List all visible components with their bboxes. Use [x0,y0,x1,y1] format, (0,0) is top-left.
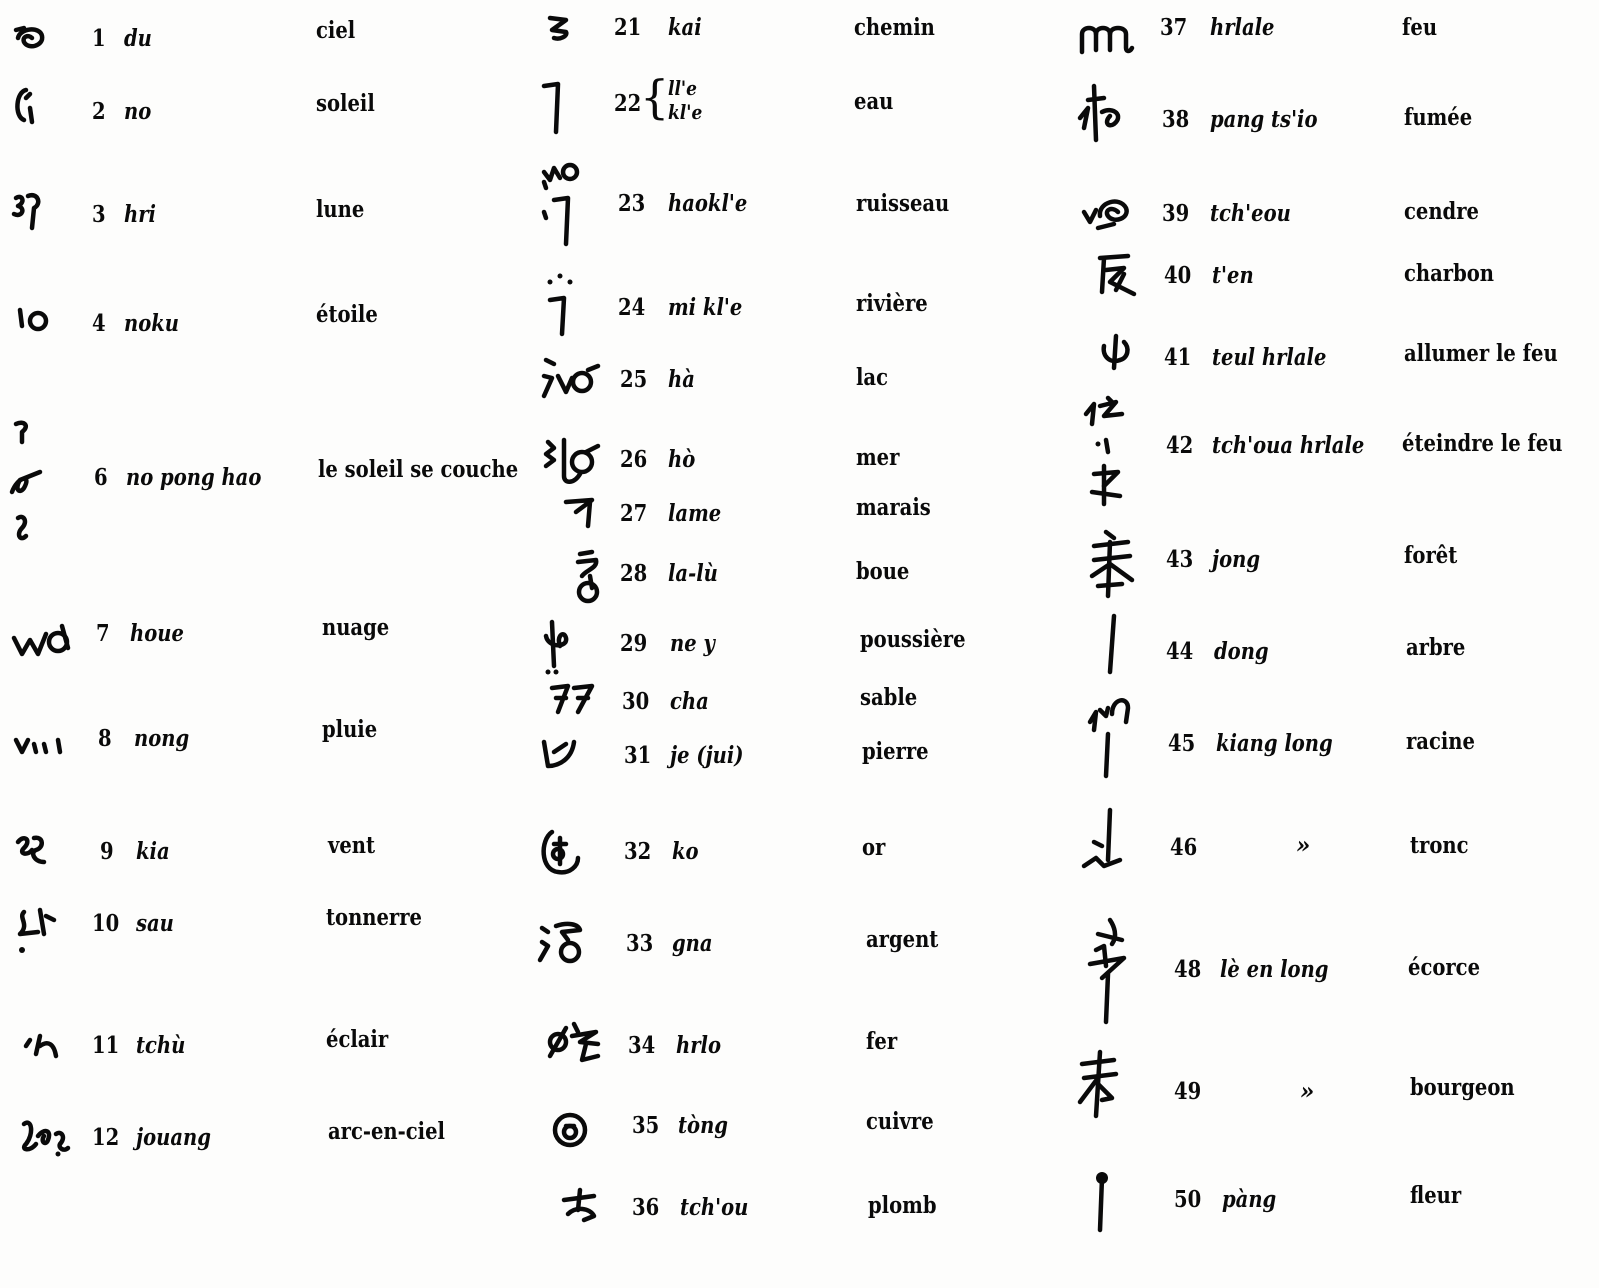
entry-meaning: chemin [854,14,935,41]
entry-term: kiang long [1216,730,1333,757]
entry-term: nong [134,725,190,752]
entry-number: 9 [100,838,114,865]
entry-term-ditto: » [1296,832,1311,859]
entry-number: 42 [1166,432,1194,459]
entry-meaning: arbre [1406,634,1466,661]
entry-meaning: or [862,834,886,861]
entry-meaning: argent [866,926,939,953]
entry-number: 34 [628,1032,656,1059]
sunset-glyph [10,418,46,542]
entry-meaning: vent [328,832,376,859]
entry-term: je (jui) [670,742,744,769]
sand-glyph [548,680,604,718]
entry-meaning: rivière [856,290,928,317]
entry-term: la-lù [668,560,718,587]
entry-term: lè en long [1220,956,1329,983]
entry-meaning: tonnerre [326,904,422,931]
entry-meaning: éteindre le feu [1402,430,1563,457]
entry-meaning: cendre [1404,198,1479,225]
entry-meaning: fleur [1410,1182,1462,1209]
lake-glyph [540,354,602,404]
entry-number: 41 [1164,344,1192,371]
entry-meaning: racine [1406,728,1475,755]
charcoal-glyph [1094,250,1144,298]
entry-term: t'en [1212,262,1254,289]
entry-meaning: feu [1402,14,1438,41]
copper-glyph [552,1110,590,1150]
light-fire-glyph [1098,332,1134,372]
sky-glyph [14,24,50,54]
entry-meaning: fumée [1404,104,1473,131]
water-glyph [540,80,564,136]
entry-meaning: marais [856,494,931,521]
entry-meaning: allumer le feu [1404,340,1558,367]
entry-term: cha [670,688,709,715]
root-glyph [1086,692,1138,780]
entry-term: dong [1214,638,1269,665]
entry-number: 2 [92,98,106,125]
entry-meaning: pierre [862,738,929,765]
entry-term: du [124,25,152,52]
entry-number: 7 [96,620,110,647]
entry-term: hò [668,446,696,473]
stone-glyph [540,736,580,770]
entry-number: 30 [622,688,650,715]
entry-meaning: nuage [322,614,390,641]
entry-number: 36 [632,1194,660,1221]
entry-term: pàng [1222,1186,1277,1213]
entry-term: gna [672,930,713,957]
trunk-glyph [1080,806,1130,874]
entry-meaning: tronc [1410,832,1469,859]
rain-glyph [14,734,66,756]
entry-term: ko [672,838,699,865]
entry-term: mi kl'e [668,294,743,321]
entry-number: 25 [620,366,648,393]
entry-term: teul hrlale [1212,344,1327,371]
entry-term: lame [668,500,722,527]
thunder-glyph [16,906,58,956]
sea-glyph [542,436,604,488]
entry-term: kai [668,14,702,41]
entry-meaning: fer [866,1028,898,1055]
wind-glyph [14,832,48,868]
entry-number: 23 [618,190,646,217]
entry-number: 48 [1174,956,1202,983]
ash-glyph [1080,192,1136,234]
entry-term: no pong hao [126,464,262,491]
entry-term-line-1: ll'e [668,76,697,100]
entry-meaning: pluie [322,716,378,743]
entry-number: 38 [1162,106,1190,133]
sun-glyph [12,86,42,126]
silver-glyph [538,918,590,968]
entry-meaning: charbon [1404,260,1495,287]
entry-term: hrlale [1210,14,1275,41]
entry-number: 46 [1170,834,1198,861]
entry-term: kia [136,838,170,865]
entry-number: 8 [98,725,112,752]
entry-meaning: bourgeon [1410,1074,1515,1101]
entry-number: 44 [1166,638,1194,665]
entry-meaning: eau [854,88,894,115]
entry-meaning: plomb [868,1192,937,1219]
fire-glyph [1078,20,1138,56]
entry-number: 33 [626,930,654,957]
entry-number: 11 [92,1032,120,1059]
bark-glyph [1086,916,1132,1026]
entry-number: 49 [1174,1078,1202,1105]
bud-glyph [1074,1048,1126,1120]
entry-meaning: lac [856,364,889,391]
entry-meaning: écorce [1408,954,1481,981]
entry-term: tch'ou [680,1194,749,1221]
entry-term: noku [124,310,180,337]
path-glyph [546,14,572,42]
moon-glyph [12,190,44,232]
entry-number: 24 [618,294,646,321]
gold-glyph [538,826,584,878]
entry-meaning: forêt [1404,542,1458,569]
entry-term-line-2: kl'e [668,100,703,124]
entry-term: sau [136,910,174,937]
entry-meaning: éclair [326,1026,389,1053]
entry-term: haokl'e [668,190,748,217]
entry-term: hà [668,366,695,393]
entry-term: tòng [678,1112,728,1139]
flower-glyph [1090,1168,1116,1234]
entry-term: hri [124,201,156,228]
entry-number: 35 [632,1112,660,1139]
lead-glyph [560,1186,600,1224]
entry-number: 1 [92,25,106,52]
entry-meaning: le soleil se couche [318,456,519,483]
entry-number: 40 [1164,262,1192,289]
entry-term: tch'eou [1210,200,1291,227]
entry-term: pang ts'io [1210,106,1318,133]
entry-number: 32 [624,838,652,865]
entry-meaning: étoile [316,301,378,328]
entry-meaning: poussière [860,626,966,653]
river-glyph [544,270,576,338]
entry-number: 6 [94,464,108,491]
entry-term: jouang [136,1124,211,1151]
entry-number: 29 [620,630,648,657]
entry-meaning: sable [860,684,918,711]
entry-number: 22 [614,90,642,117]
entry-number: 27 [620,500,648,527]
entry-term-ditto: » [1300,1078,1315,1105]
entry-meaning: cuivre [866,1108,934,1135]
stream-glyph [540,160,584,246]
entry-number: 43 [1166,546,1194,573]
entry-number: 37 [1160,14,1188,41]
entry-number: 10 [92,910,120,937]
entry-number: 12 [92,1124,120,1151]
entry-term: no [124,98,152,125]
entry-meaning: arc-en-ciel [328,1118,445,1145]
rainbow-glyph [18,1114,76,1158]
entry-term: jong [1212,546,1260,573]
star-glyph [16,306,50,336]
lightning-glyph [22,1032,62,1060]
entry-term: tchù [136,1032,186,1059]
term-brace: { [640,70,670,124]
entry-number: 3 [92,201,106,228]
iron-glyph [544,1018,604,1064]
tree-glyph [1100,612,1124,676]
entry-meaning: ciel [316,17,356,44]
entry-meaning: mer [856,444,900,471]
mud-glyph [572,548,604,610]
entry-term: hrlo [676,1032,721,1059]
entry-number: 4 [92,310,106,337]
entry-number: 31 [624,742,652,769]
dust-glyph [542,618,582,678]
entry-number: 26 [620,446,648,473]
forest-glyph [1086,526,1142,598]
entry-meaning: boue [856,558,910,585]
smoke-glyph [1074,82,1132,146]
marsh-glyph [562,494,602,530]
entry-number: 50 [1174,1186,1202,1213]
entry-term: tch'oua hrlale [1212,432,1365,459]
entry-meaning: ruisseau [856,190,950,217]
entry-number: 45 [1168,730,1196,757]
entry-number: 39 [1162,200,1190,227]
entry-number: 21 [614,14,642,41]
cloud-glyph [10,620,74,660]
entry-meaning: soleil [316,90,375,117]
extinguish-fire-glyph [1082,394,1134,508]
entry-meaning: lune [316,196,365,223]
entry-number: 28 [620,560,648,587]
entry-term: houe [130,620,184,647]
entry-term: ne y [670,630,715,657]
